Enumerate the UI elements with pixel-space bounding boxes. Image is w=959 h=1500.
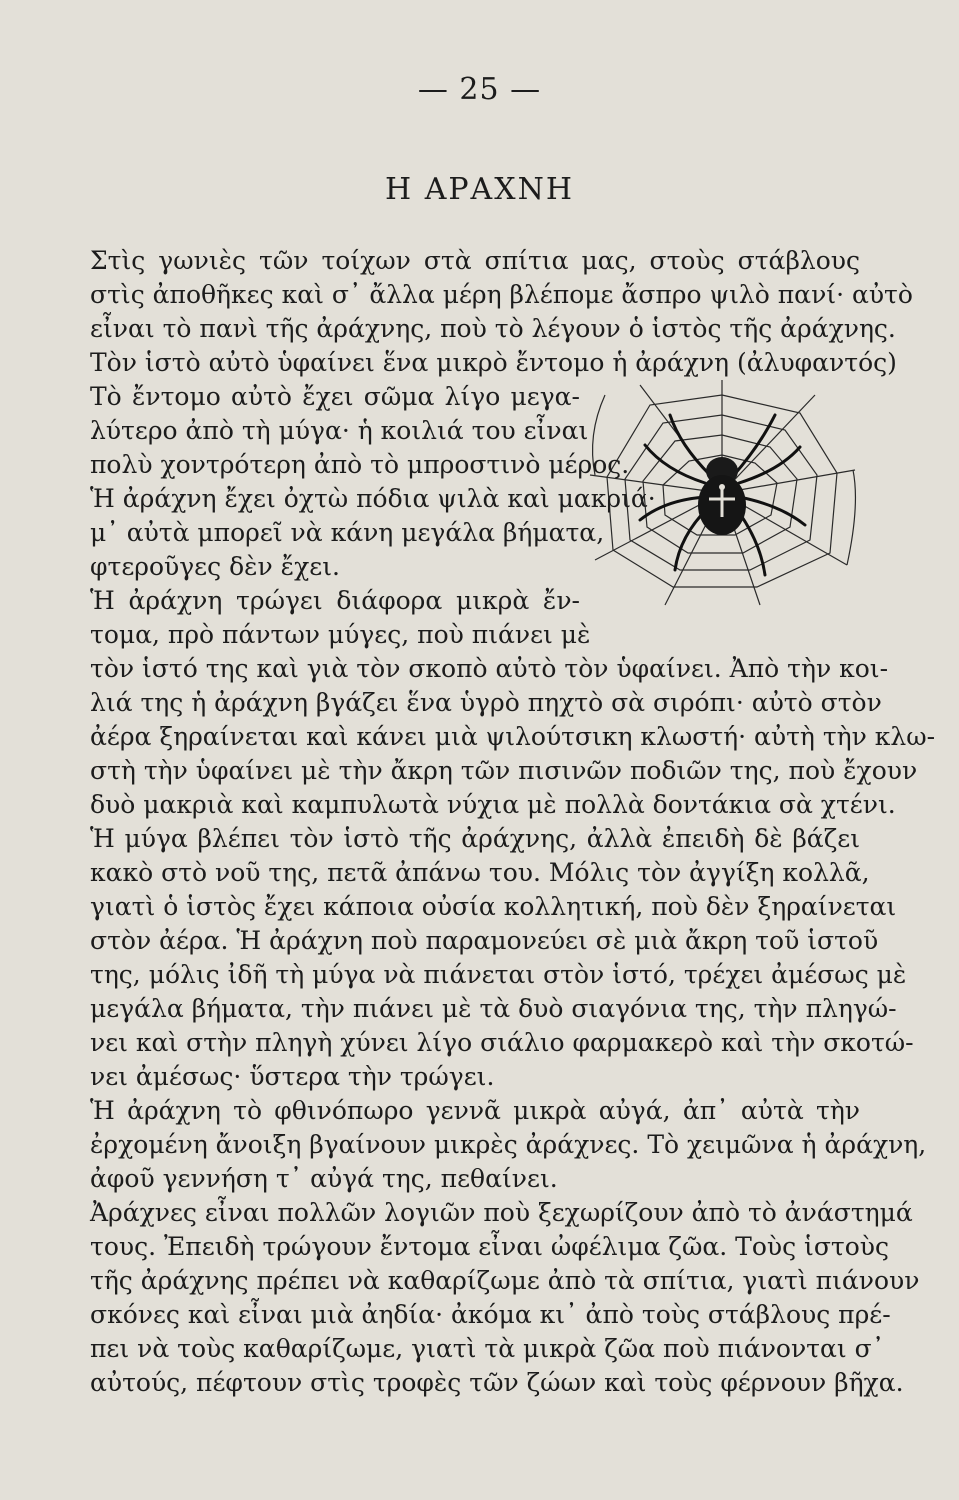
text-line: στὶς ἀποθῆκες καὶ σ᾿ ἄλλα μέρη βλέπομε ἄσπρο ψιλὸ πανί· αὐτὸ bbox=[90, 280, 913, 309]
text-line: τομα, πρὸ πάντων μύγες, ποὺ πιάνει μὲ bbox=[90, 620, 591, 649]
text-line: λιά της ἡ ἀράχνη βγάζει ἕνα ὑγρὸ πηχτὸ σὰ σιρόπι· αὐτὸ στὸν bbox=[90, 688, 882, 717]
page-number: — 25 — bbox=[417, 72, 542, 107]
text-line: τους. Ἐπειδὴ τρώγουν ἔντομα εἶναι ὠφέλιμα ζῶα. Τοὺς ἱστοὺς bbox=[90, 1232, 889, 1261]
text-line: μεγάλα βήματα, τὴν πιάνει μὲ τὰ δυὸ σιαγόνια της, τὴν πληγώ- bbox=[90, 994, 897, 1023]
text-line: δυὸ μακριὰ καὶ καμπυλωτὰ νύχια μὲ πολλὰ δοντάκια σὰ χτένι. bbox=[90, 790, 896, 819]
text-line: στὸν ἀέρα. Ἡ ἀράχνη ποὺ παραμονεύει σὲ μιὰ ἄκρη τοῦ ἱστοῦ bbox=[90, 926, 879, 955]
text-line: Ἀράχνες εἶναι πολλῶν λογιῶν ποὺ ξεχωρίζουν ἀπὸ τὸ ἀνάστημά bbox=[90, 1198, 913, 1227]
text-line: πει νὰ τοὺς καθαρίζωμε, γιατὶ τὰ μικρὰ ζῶα ποὺ πιάνονται σ᾿ bbox=[90, 1334, 885, 1363]
text-line: τὸν ἱστό της καὶ γιὰ τὸν σκοπὸ αὐτὸ τὸν ὑφαίνει. Ἀπὸ τὴν κοι- bbox=[90, 654, 889, 683]
text-line: της, μόλις ἰδῆ τὴ μύγα νὰ πιάνεται στὸν ἱστό, τρέχει ἀμέσως μὲ bbox=[90, 960, 907, 989]
text-line: Ἡ ἀράχνη ἔχει ὀχτὼ πόδια ψιλὰ καὶ μακριά· bbox=[90, 484, 656, 513]
text-line: νει ἀμέσως· ὕστερα τὴν τρώγει. bbox=[90, 1062, 495, 1091]
text-line: εἶναι τὸ πανὶ τῆς ἀράχνης, ποὺ τὸ λέγουν ὁ ἱστὸς τῆς ἀράχνης. bbox=[90, 314, 896, 343]
text-line: Στὶς γωνιὲς τῶν τοίχων στὰ σπίτια μας, στοὺς στάβλους bbox=[90, 246, 860, 275]
text-line: Ἡ ἀράχνη τρώγει διάφορα μικρὰ ἔν- bbox=[90, 586, 580, 615]
text-line: Τὸν ἱστὸ αὐτὸ ὑφαίνει ἕνα μικρὸ ἔντομο ἡ ἀράχνη (ἀλυφαντός) bbox=[90, 348, 897, 377]
text-line: Ἡ ἀράχνη τὸ φθινόπωρο γεννᾶ μικρὰ αὐγά, ἀπ᾿ αὐτὰ τὴν bbox=[90, 1096, 860, 1125]
text-line: Τὸ ἔντομο αὐτὸ ἔχει σῶμα λίγο μεγα- bbox=[90, 382, 580, 411]
text-line: πολὺ χοντρότερη ἀπὸ τὸ μπροστινὸ μέρος. bbox=[90, 450, 630, 479]
text-line: μ᾿ αὐτὰ μπορεῖ νὰ κάνη μεγάλα βήματα, bbox=[90, 518, 605, 547]
text-line: αὐτούς, πέφτουν στὶς τροφὲς τῶν ζώων καὶ τοὺς φέρνουν βῆχα. bbox=[90, 1368, 904, 1397]
text-line: ἀέρα ξηραίνεται καὶ κάνει μιὰ ψιλούτσικη κλωστή· αὐτὴ τὴν κλω- bbox=[90, 722, 936, 751]
text-line: φτεροῦγες δὲν ἔχει. bbox=[90, 552, 340, 581]
text-line: στὴ τὴν ὑφαίνει μὲ τὴν ἄκρη τῶν πισινῶν ποδιῶν της, ποὺ ἔχουν bbox=[90, 756, 918, 785]
text-line: νει καὶ στὴν πληγὴ χύνει λίγο σιάλιο φαρμακερὸ καὶ τὴν σκοτώ- bbox=[90, 1028, 914, 1057]
text-line: ἐρχομένη ἄνοιξη βγαίνουν μικρὲς ἀράχνες. Τὸ χειμῶνα ἡ ἀράχνη, bbox=[90, 1130, 927, 1159]
text-line: γιατὶ ὁ ἱστὸς ἔχει κάποια οὐσία κολλητική, ποὺ δὲν ξηραίνεται bbox=[90, 892, 897, 921]
page-title: Η ΑΡΑΧΝΗ bbox=[385, 172, 574, 207]
text-line: λύτερο ἀπὸ τὴ μύγα· ἡ κοιλιά του εἶναι bbox=[90, 416, 589, 445]
text-line: κακὸ στὸ νοῦ της, πετᾶ ἀπάνω του. Μόλις τὸν ἀγγίξη κολλᾶ, bbox=[90, 858, 870, 887]
text-line: σκόνες καὶ εἶναι μιὰ ἀηδία· ἀκόμα κι᾿ ἀπὸ τοὺς στάβλους πρέ- bbox=[90, 1300, 891, 1329]
text-line: Ἡ μύγα βλέπει τὸν ἱστὸ τῆς ἀράχνης, ἀλλὰ ἐπειδὴ δὲ βάζει bbox=[90, 824, 860, 853]
text-line: ἀφοῦ γεννήση τ᾿ αὐγά της, πεθαίνει. bbox=[90, 1164, 558, 1193]
text-line: τῆς ἀράχνης πρέπει νὰ καθαρίζωμε ἀπὸ τὰ σπίτια, γιατὶ πιάνουν bbox=[90, 1266, 920, 1295]
